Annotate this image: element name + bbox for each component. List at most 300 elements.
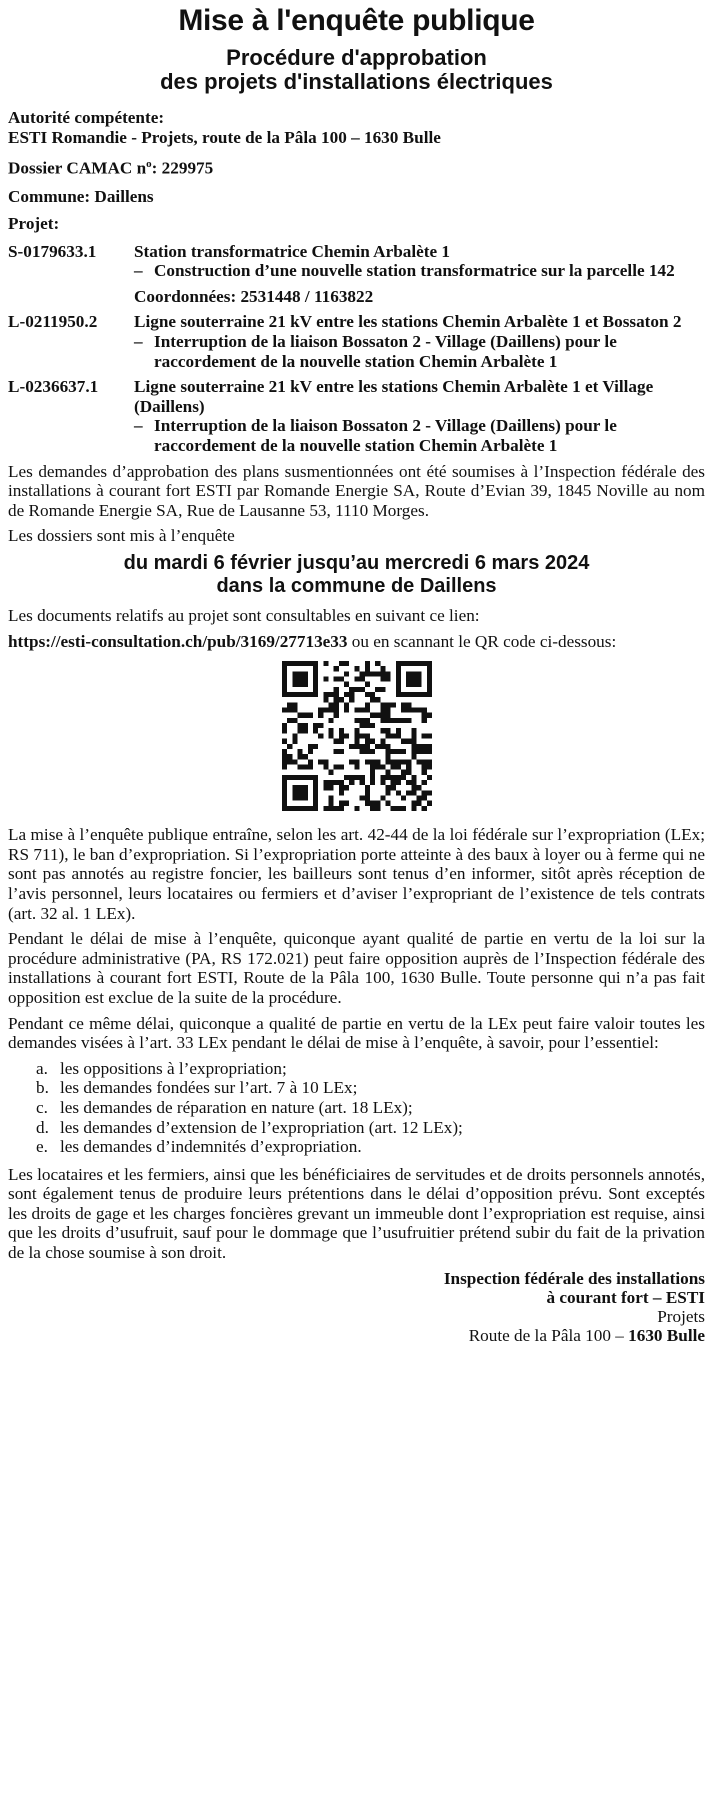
qr-module [395,728,400,733]
qr-module [318,723,323,728]
qr-module [313,692,318,697]
project-title: Station transformatrice Chemin Arbalète 1 [134,241,450,261]
list-text: les oppositions à l’expropriation; [60,1058,287,1078]
qr-module [395,791,400,796]
qr-module [297,672,302,677]
qr-module [400,739,405,744]
project-coordinates: Coordonnées: 2531448 / 1163822 [134,286,374,306]
qr-module [385,718,390,723]
qr-module [282,666,287,671]
qr-module [400,703,405,708]
qr-module [400,796,405,801]
qr-module [354,775,359,780]
qr-module [344,672,349,677]
qr-module [333,708,338,713]
qr-module [390,749,395,754]
qr-module [426,791,431,796]
qr-module [302,785,307,790]
qr-module [369,759,374,764]
qr-module [400,806,405,811]
qr-module [344,775,349,780]
qr-module [359,780,364,785]
qr-module [406,780,411,785]
project-code: L-0211950.2 [8,312,98,332]
qr-module [313,775,318,780]
project-title: Ligne souterraine 21 kV entre les stations Chemin Arbalète 1 et Bossaton 2 [134,312,682,332]
qr-module [375,744,380,749]
qr-module [307,661,312,666]
qr-module [287,692,292,697]
qr-module [364,692,369,697]
qr-module [338,791,343,796]
qr-module [385,734,390,739]
qr-module [297,682,302,687]
dossier-number [8,155,705,178]
qr-module [292,791,297,796]
qr-module [411,780,416,785]
qr-module [426,759,431,764]
qr-module [282,775,287,780]
qr-module [282,739,287,744]
qr-module [369,697,374,702]
qr-module [364,672,369,677]
qr-module [359,672,364,677]
qr-module [328,703,333,708]
qr-module [390,785,395,790]
qr-module [333,780,338,785]
qr-module [354,708,359,713]
qr-module [385,775,390,780]
list-item [8,1078,705,1098]
qr-module [421,780,426,785]
qr-module [302,775,307,780]
qr-module [400,749,405,754]
qr-module [380,703,385,708]
qr-module [364,666,369,671]
qr-module [313,744,318,749]
qr-module [426,661,431,666]
list-marker: c. [36,1097,48,1117]
qr-module [364,791,369,796]
qr-module [323,759,328,764]
paragraph-delai: Pendant le délai de mise à l’enquête, quiconque ayant qualité de partie en vertu de la loi sur la procédure administrative (PA, RS 172.021) peut faire opposition auprès de l’Inspection fédérale des installations à courant fort ESTI, Route de la Pâla 100, 1630 Bulle. Toute personne qui n’a pas fait opposition est exclue de la suite de la procédure. [8,929,705,1007]
qr-module [426,744,431,749]
qr-module [307,806,312,811]
qr-module [323,692,328,697]
qr-module [282,677,287,682]
qr-module [385,759,390,764]
qr-module [349,759,354,764]
qr-module [380,728,385,733]
qr-module [411,801,416,806]
qr-module [359,687,364,692]
qr-module [380,718,385,723]
qr-module [292,661,297,666]
qr-module [297,692,302,697]
qr-module [359,708,364,713]
qr-module [338,677,343,682]
qr-module [380,775,385,780]
qr-module [354,666,359,671]
qr-module [375,697,380,702]
qr-module [328,780,333,785]
list-text: les demandes d’indemnités d’expropriation. [60,1137,362,1157]
qr-module [338,806,343,811]
qr-module [333,677,338,682]
qr-module [416,744,421,749]
qr-module [364,723,369,728]
qr-module [390,718,395,723]
list-marker: b. [36,1078,49,1098]
qr-module [416,672,421,677]
qr-module [323,780,328,785]
qr-module [411,734,416,739]
qr-module [400,692,405,697]
qr-module [307,713,312,718]
signature-city: 1630 Bulle [628,1325,705,1345]
project-code: S-0179633.1 [8,241,97,261]
qr-module [302,728,307,733]
paragraph-locataires: Les locataires et les fermiers, ainsi que les bénéficiaires de servitudes et de droits personnels annotés, sont également tenus de produire leurs prétentions dans le délai d’opposition prévu. Sont exceptés les droits de gage et les charges foncières grevant un immeuble dont l’expropriation est requise, ainsi que les droits d’usufruit, sauf pour le dommage que l’usufruitier prétend subir du fait de la privation de la chose soumise à son droit. [8,1164,705,1263]
list-item [8,1098,705,1118]
qr-module [313,780,318,785]
qr-module [328,734,333,739]
qr-module [282,780,287,785]
qr-module [385,728,390,733]
qr-module [359,796,364,801]
qr-module [364,759,369,764]
qr-module [385,801,390,806]
qr-module [364,718,369,723]
qr-module [323,661,328,666]
qr-module [313,723,318,728]
qr-module [287,718,292,723]
paragraph-link [8,632,705,652]
qr-module [364,734,369,739]
paragraph-lex: La mise à l’enquête publique entraîne, selon les art. 42-44 de la loi fédérale sur l’expropriation (LEx; RS 711), le ban d’expropriation. Si l’expropriation porte atteinte à des baux à loyer ou à ferme qui ne sont pas annotés au registre foncier, les bailleurs sont tenus d’en informer, sitôt après réception de l’avis personnel, leurs locataires ou fermiers et d’aviser l’expropriant de l’existence de tels contrats (art. 32 al. 1 LEx). [8,825,705,923]
qr-module [369,801,374,806]
qr-module [338,765,343,770]
qr-module [380,666,385,671]
qr-module [421,759,426,764]
paragraph-meme-delai: Pendant ce même délai, quiconque a qualité de partie en vertu de la LEx peut faire valoir toutes les demandes visées à l’art. 33 LEx pendant le délai de mise à l’enquête, à savoir, pour l’essentiel: [8,1013,705,1053]
qr-module [354,734,359,739]
qr-module [416,749,421,754]
qr-module [406,692,411,697]
qr-module [385,785,390,790]
qr-module [328,796,333,801]
qr-module [380,765,385,770]
qr-module [411,661,416,666]
qr-module [302,765,307,770]
qr-module [318,708,323,713]
signature-line-2: à courant fort – ESTI [546,1287,705,1307]
qr-module [375,801,380,806]
qr-module [416,692,421,697]
qr-module [369,780,374,785]
qr-module [390,775,395,780]
paragraph-documents: Les documents relatifs au projet sont consultables en suivant ce lien: [8,606,480,626]
qr-module [297,785,302,790]
qr-module [411,728,416,733]
project-detail: – Interruption de la liaison Bossaton 2 - Village (Daillens) pour le raccordement de la nouvelle station Chemin Arbalète 1 [134,416,705,455]
qr-module [385,744,390,749]
qr-module [292,796,297,801]
qr-module [395,780,400,785]
qr-module [416,796,421,801]
qr-module [313,687,318,692]
qr-module [287,754,292,759]
qr-module [395,749,400,754]
qr-module [400,759,405,764]
authority-label: Autorité compétente: [8,108,165,127]
qr-module [395,687,400,692]
qr-module [287,703,292,708]
qr-module [354,759,359,764]
qr-module [323,765,328,770]
qr-module [292,708,297,713]
paragraph-demandes: Les demandes d’approbation des plans susmentionnées ont été soumises à l’Inspection fédérale des installations à courant fort ESTI par Romande Energie SA, Route d’Evian 39, 1845 Noville au nom de Romande Energie SA, Rue de Lausanne 53, 1110 Morges. [8,461,705,520]
qr-module [411,739,416,744]
qr-module [380,713,385,718]
list-item [8,1118,705,1138]
qr-module [323,785,328,790]
qr-module [297,661,302,666]
qr-module [411,754,416,759]
qr-module [426,734,431,739]
qr-module [359,734,364,739]
qr-module [385,672,390,677]
qr-module [282,708,287,713]
qr-module [359,677,364,682]
qr-module [369,692,374,697]
qr-module [406,661,411,666]
authority-value: ESTI Romandie - Projets, route de la Pâla 100 – 1630 Bulle [8,127,441,147]
qr-module [354,806,359,811]
qr-module [282,806,287,811]
qr-module [369,770,374,775]
qr-module [292,703,297,708]
qr-module [426,692,431,697]
qr-module [380,780,385,785]
qr-module [323,697,328,702]
qr-module [323,677,328,682]
qr-module [375,713,380,718]
qr-module [406,739,411,744]
qr-module [380,744,385,749]
qr-module [313,661,318,666]
qr-module [333,692,338,697]
qr-module [426,687,431,692]
qr-module [421,806,426,811]
qr-module [297,806,302,811]
qr-module [349,744,354,749]
qr-module [282,682,287,687]
qr-module [344,692,349,697]
qr-module [354,718,359,723]
qr-module [400,661,405,666]
qr-module [369,749,374,754]
qr-module [313,672,318,677]
qr-module [411,692,416,697]
qr-module [421,744,426,749]
qr-module [338,739,343,744]
qr-module [400,708,405,713]
qr-module [302,796,307,801]
qr-module [307,765,312,770]
signature-line-1: Inspection fédérale des installations [443,1268,705,1288]
qr-module [338,697,343,702]
qr-module [292,682,297,687]
qr-code[interactable] [282,661,432,811]
qr-module [338,661,343,666]
qr-module [333,703,338,708]
signature-address: Route de la Pâla 100 – [468,1325,629,1345]
project-item [8,242,705,307]
qr-module [302,682,307,687]
qr-module [411,682,416,687]
qr-module [416,682,421,687]
qr-module [354,687,359,692]
subtitle-line-1: Procédure d'approbation [226,45,487,70]
qr-module [359,723,364,728]
qr-module [297,791,302,796]
qr-module [313,666,318,671]
qr-module [375,687,380,692]
projet-label: Projet: [8,214,60,234]
qr-module [318,759,323,764]
qr-module [333,739,338,744]
qr-module [302,791,307,796]
qr-module [282,661,287,666]
link-suffix: ou en scannant le QR code ci-dessous: [347,631,617,651]
paragraph-dossiers: Les dossiers sont mis à l’enquête [8,526,235,546]
qr-module [421,791,426,796]
project-item [8,377,705,455]
qr-module [354,765,359,770]
qr-code-image [282,661,432,811]
qr-module [292,672,297,677]
qr-module [364,739,369,744]
period-dates: du mardi 6 février jusqu’au mercredi 6 mars 2024 [123,552,590,575]
qr-module [333,713,338,718]
qr-module [282,785,287,790]
qr-module [282,728,287,733]
qr-module [375,672,380,677]
qr-module [395,666,400,671]
qr-module [421,708,426,713]
qr-module [282,692,287,697]
qr-module [297,765,302,770]
qr-module [328,708,333,713]
qr-module [395,692,400,697]
dossier-sup: o [146,158,152,171]
qr-module [338,780,343,785]
project-code: L-0236637.1 [8,377,99,397]
qr-module [282,687,287,692]
qr-module [421,734,426,739]
qr-module [406,708,411,713]
qr-module [359,744,364,749]
qr-module [380,708,385,713]
qr-module [282,759,287,764]
qr-module [354,677,359,682]
enquiry-period [8,552,705,598]
qr-module [380,739,385,744]
list-marker: e. [36,1137,48,1157]
qr-module [364,661,369,666]
qr-module [338,785,343,790]
qr-module [354,739,359,744]
qr-module [354,728,359,733]
qr-module [297,796,302,801]
qr-module [354,744,359,749]
qr-module [287,775,292,780]
qr-module [385,754,390,759]
qr-module [426,672,431,677]
qr-module [411,785,416,790]
qr-module [282,723,287,728]
qr-module [406,677,411,682]
page-title: Mise à l'enquête publique [178,4,535,37]
qr-module [287,806,292,811]
qr-module [292,806,297,811]
qr-module [421,765,426,770]
qr-module [292,739,297,744]
qr-module [385,677,390,682]
qr-module [302,661,307,666]
qr-module [426,713,431,718]
consultation-link[interactable]: https://esti-consultation.ch/pub/3169/27713e33 [8,631,348,651]
qr-module [406,759,411,764]
qr-module [395,661,400,666]
qr-module [364,703,369,708]
qr-module [364,708,369,713]
qr-module [406,718,411,723]
qr-module [297,775,302,780]
qr-module [318,734,323,739]
qr-module [344,734,349,739]
qr-module [344,682,349,687]
qr-module [369,765,374,770]
project-detail: – Interruption de la liaison Bossaton 2 - Village (Daillens) pour le raccordement de la nouvelle station Chemin Arbalète 1 [134,332,705,371]
qr-module [328,718,333,723]
qr-module [323,806,328,811]
qr-module [380,796,385,801]
project-item [8,312,705,371]
qr-module [385,770,390,775]
qr-module [385,703,390,708]
qr-module [375,806,380,811]
qr-module [287,661,292,666]
qr-module [395,775,400,780]
list-marker: a. [36,1058,48,1078]
qr-module [411,672,416,677]
qr-module [359,749,364,754]
qr-module [282,765,287,770]
qr-module [416,677,421,682]
qr-module [385,708,390,713]
qr-module [292,718,297,723]
qr-module [313,801,318,806]
list-text: les demandes d’extension de l’expropriation (art. 12 LEx); [60,1117,463,1137]
qr-module [338,801,343,806]
qr-module [307,749,312,754]
qr-module [344,708,349,713]
qr-module [333,666,338,671]
qr-module [421,796,426,801]
qr-module [297,728,302,733]
